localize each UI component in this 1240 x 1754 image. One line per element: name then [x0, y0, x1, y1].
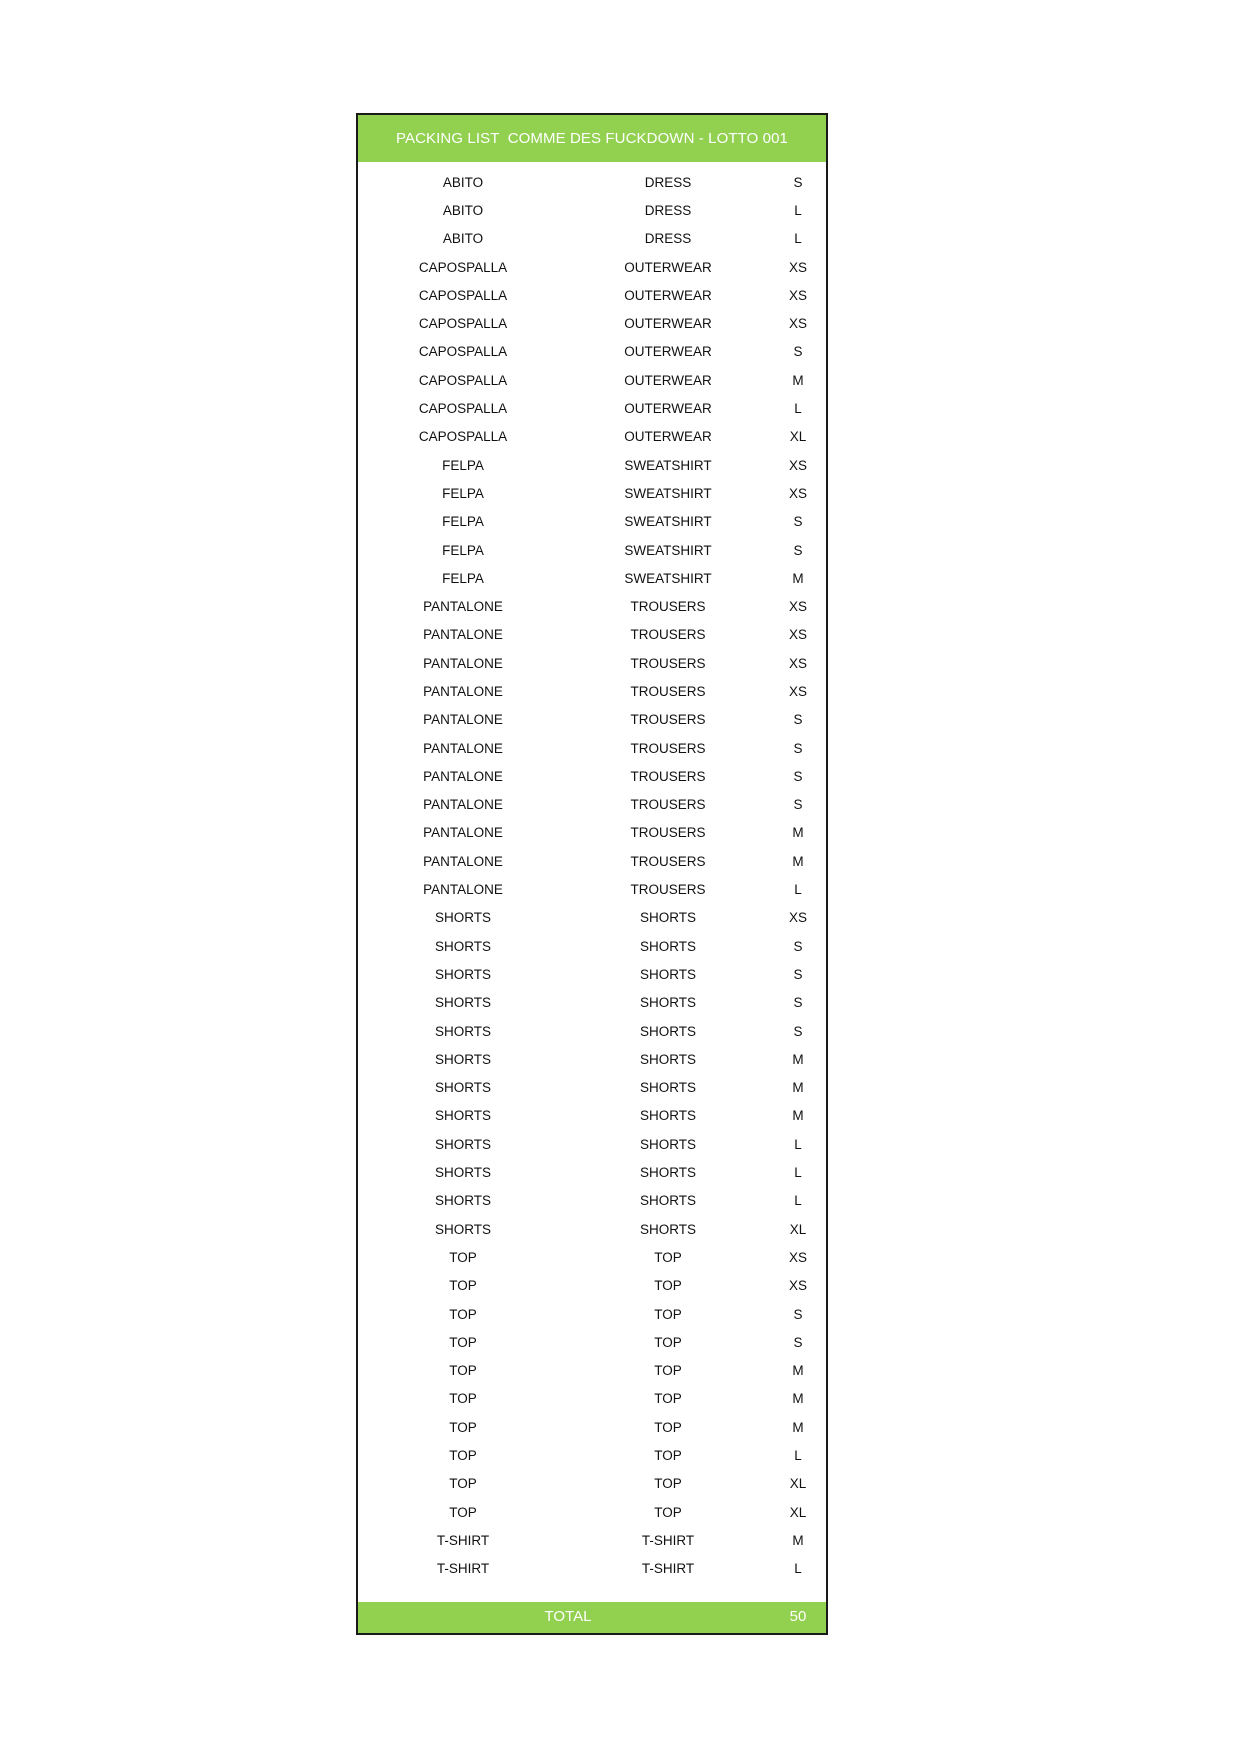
item-name-it: CAPOSPALLA	[418, 372, 508, 388]
item-name-en: SWEATSHIRT	[624, 485, 712, 501]
item-name-en: TOP	[654, 1476, 682, 1492]
item-size: XL	[789, 429, 807, 445]
item-size: XS	[788, 287, 807, 303]
item-name-en: TOP	[654, 1334, 682, 1350]
item-size: S	[793, 768, 803, 784]
item-name-en: TROUSERS	[630, 655, 706, 671]
item-name-it: PANTALONE	[423, 599, 503, 615]
item-name-it: CAPOSPALLA	[418, 344, 508, 360]
item-name-it: FELPA	[442, 457, 484, 473]
item-name-it: CAPOSPALLA	[418, 259, 508, 275]
item-name-en: TROUSERS	[630, 627, 706, 643]
item-size: M	[792, 1391, 804, 1407]
table-row	[358, 960, 826, 988]
item-name-en: TROUSERS	[630, 853, 706, 869]
table-row	[358, 338, 826, 366]
item-name-en: TROUSERS	[630, 599, 706, 615]
table-row	[358, 1470, 826, 1498]
item-name-it: SHORTS	[434, 1193, 491, 1209]
item-name-it: SHORTS	[434, 1108, 491, 1124]
item-size: S	[793, 995, 803, 1011]
table-row	[358, 1300, 826, 1328]
table-row	[358, 1215, 826, 1243]
item-name-it: SHORTS	[434, 1080, 491, 1096]
item-name-en: TROUSERS	[630, 825, 706, 841]
table-row	[358, 649, 826, 677]
table-row	[358, 1498, 826, 1526]
table-row	[358, 621, 826, 649]
packing-list-table	[356, 113, 828, 1635]
table-row	[358, 225, 826, 253]
table-row	[358, 819, 826, 847]
table-row	[358, 309, 826, 337]
item-name-it: PANTALONE	[423, 825, 503, 841]
item-name-en: T-SHIRT	[641, 1561, 695, 1577]
table-row	[358, 847, 826, 875]
table-row	[358, 423, 826, 451]
item-size: XS	[788, 485, 807, 501]
table-row	[358, 1074, 826, 1102]
item-name-en: SWEATSHIRT	[624, 514, 712, 530]
item-name-en: SWEATSHIRT	[624, 542, 712, 558]
item-size: M	[792, 1419, 804, 1435]
table-row	[358, 1356, 826, 1384]
table-row	[358, 706, 826, 734]
item-size: S	[793, 966, 803, 982]
item-size: L	[794, 1448, 802, 1463]
item-name-it: SHORTS	[434, 1136, 491, 1152]
item-size: XS	[788, 1278, 807, 1294]
item-name-en: OUTERWEAR	[624, 401, 712, 417]
item-name-en: SHORTS	[639, 1108, 696, 1124]
table-row	[358, 677, 826, 705]
item-name-it: ABITO	[442, 202, 484, 218]
table-row	[358, 1526, 826, 1554]
item-name-it: TOP	[449, 1476, 477, 1492]
item-name-en: DRESS	[644, 202, 692, 218]
item-size: M	[792, 1532, 804, 1548]
item-name-it: TOP	[449, 1419, 477, 1435]
item-name-en: TROUSERS	[630, 768, 706, 784]
table-row	[358, 196, 826, 224]
total-value: 50	[789, 1608, 807, 1625]
table-row	[358, 1413, 826, 1441]
item-name-en: TOP	[654, 1249, 682, 1265]
item-name-it: TOP	[449, 1504, 477, 1520]
item-name-en: TOP	[654, 1391, 682, 1407]
item-size: S	[793, 797, 803, 813]
item-name-en: OUTERWEAR	[624, 316, 712, 332]
table-title: PACKING LIST COMME DES FUCKDOWN - LOTTO 001	[358, 115, 826, 162]
table-row	[358, 762, 826, 790]
item-size: L	[794, 231, 802, 247]
item-name-en: SHORTS	[639, 995, 696, 1011]
item-name-en: OUTERWEAR	[624, 429, 712, 445]
item-size: M	[792, 570, 804, 586]
item-size: L	[794, 1561, 802, 1577]
item-size: S	[793, 1023, 803, 1039]
item-size: L	[794, 1136, 802, 1152]
table-row	[358, 734, 826, 762]
item-size: M	[792, 825, 804, 841]
item-name-it: PANTALONE	[423, 740, 503, 756]
item-name-en: SHORTS	[639, 1080, 696, 1096]
table-row	[358, 1130, 826, 1158]
table-row	[358, 564, 826, 592]
item-name-en: SHORTS	[639, 1221, 696, 1237]
table-row	[358, 366, 826, 394]
item-name-en: TOP	[654, 1278, 682, 1294]
item-size: XS	[788, 316, 807, 332]
item-name-it: TOP	[449, 1334, 477, 1350]
item-size: M	[792, 372, 804, 388]
item-size: XS	[788, 1249, 807, 1265]
table-row	[358, 1243, 826, 1271]
item-name-it: PANTALONE	[423, 853, 503, 869]
item-name-en: SHORTS	[639, 910, 696, 926]
item-name-en: SHORTS	[639, 1136, 696, 1152]
total-label: TOTAL	[544, 1608, 592, 1625]
item-name-en: SHORTS	[639, 938, 696, 954]
item-size: S	[793, 174, 803, 190]
item-name-it: FELPA	[442, 570, 484, 586]
item-name-it: CAPOSPALLA	[418, 316, 508, 332]
item-name-it: TOP	[449, 1363, 477, 1379]
table-row	[358, 508, 826, 536]
table-row	[358, 1158, 826, 1186]
item-name-en: TROUSERS	[630, 797, 706, 813]
item-name-en: SHORTS	[639, 1165, 696, 1181]
table-row	[358, 451, 826, 479]
item-name-it: SHORTS	[434, 938, 491, 954]
table-row	[358, 1328, 826, 1356]
item-size: XS	[788, 259, 807, 275]
table-row	[358, 1017, 826, 1045]
item-size: M	[792, 853, 804, 869]
item-name-en: OUTERWEAR	[624, 372, 712, 388]
item-name-it: SHORTS	[434, 1051, 491, 1067]
item-name-en: TOP	[654, 1504, 682, 1520]
item-name-en: TROUSERS	[630, 740, 706, 756]
item-size: XS	[788, 683, 807, 699]
item-name-it: SHORTS	[434, 966, 491, 982]
table-body	[358, 168, 826, 1583]
table-row	[358, 1187, 826, 1215]
item-name-it: PANTALONE	[423, 712, 503, 728]
item-size: S	[793, 938, 803, 954]
item-name-it: FELPA	[442, 485, 484, 501]
item-name-en: SHORTS	[639, 1193, 696, 1209]
table-row	[358, 253, 826, 281]
table-row	[358, 1555, 826, 1583]
item-name-it: TOP	[449, 1249, 477, 1265]
item-name-it: TOP	[449, 1448, 477, 1463]
item-size: L	[794, 882, 802, 898]
item-name-en: TOP	[654, 1448, 682, 1463]
item-size: XS	[788, 599, 807, 615]
table-row	[358, 168, 826, 196]
table-row	[358, 904, 826, 932]
total-row	[358, 1602, 826, 1633]
item-name-it: TOP	[449, 1391, 477, 1407]
item-size: XL	[789, 1504, 807, 1520]
item-size: S	[793, 514, 803, 530]
item-name-it: T-SHIRT	[436, 1561, 490, 1577]
item-name-it: SHORTS	[434, 1165, 491, 1181]
item-name-it: SHORTS	[434, 1023, 491, 1039]
table-row	[358, 1441, 826, 1469]
item-size: S	[793, 1306, 803, 1322]
item-name-en: TROUSERS	[630, 882, 706, 898]
table-row	[358, 1045, 826, 1073]
item-name-it: PANTALONE	[423, 882, 503, 898]
item-name-it: CAPOSPALLA	[418, 401, 508, 417]
table-row	[358, 989, 826, 1017]
item-size: M	[792, 1108, 804, 1124]
table-row	[358, 394, 826, 422]
table-row	[358, 791, 826, 819]
table-row	[358, 1385, 826, 1413]
item-name-en: TOP	[654, 1363, 682, 1379]
table-row	[358, 479, 826, 507]
item-size: M	[792, 1051, 804, 1067]
item-name-en: T-SHIRT	[641, 1532, 695, 1548]
item-size: XS	[788, 627, 807, 643]
table-row	[358, 1102, 826, 1130]
item-size: S	[793, 542, 803, 558]
item-name-en: SHORTS	[639, 966, 696, 982]
item-size: XS	[788, 655, 807, 671]
item-size: S	[793, 740, 803, 756]
item-size: XL	[789, 1476, 807, 1492]
table-row	[358, 281, 826, 309]
item-size: M	[792, 1080, 804, 1096]
item-name-en: TOP	[654, 1419, 682, 1435]
item-name-en: TOP	[654, 1306, 682, 1322]
table-row	[358, 875, 826, 903]
item-size: XS	[788, 457, 807, 473]
item-name-it: PANTALONE	[423, 627, 503, 643]
item-name-en: OUTERWEAR	[624, 259, 712, 275]
item-size: M	[792, 1363, 804, 1379]
item-name-en: DRESS	[644, 231, 692, 247]
item-name-en: SWEATSHIRT	[624, 570, 712, 586]
item-name-it: SHORTS	[434, 910, 491, 926]
item-size: L	[794, 401, 802, 417]
table-row	[358, 1272, 826, 1300]
item-name-it: PANTALONE	[423, 768, 503, 784]
item-name-it: FELPA	[442, 514, 484, 530]
item-name-it: TOP	[449, 1306, 477, 1322]
item-size: L	[794, 202, 802, 218]
item-name-it: FELPA	[442, 542, 484, 558]
item-size: L	[794, 1165, 802, 1181]
item-name-it: ABITO	[442, 174, 484, 190]
table-row	[358, 932, 826, 960]
item-name-en: SWEATSHIRT	[624, 457, 712, 473]
item-name-en: TROUSERS	[630, 683, 706, 699]
item-name-en: SHORTS	[639, 1023, 696, 1039]
item-name-it: T-SHIRT	[436, 1532, 490, 1548]
item-name-it: CAPOSPALLA	[418, 287, 508, 303]
item-size: S	[793, 344, 803, 360]
item-name-en: DRESS	[644, 174, 692, 190]
item-name-it: PANTALONE	[423, 683, 503, 699]
item-size: L	[794, 1193, 802, 1209]
item-name-en: OUTERWEAR	[624, 344, 712, 360]
item-name-en: SHORTS	[639, 1051, 696, 1067]
item-size: XL	[789, 1221, 807, 1237]
item-name-en: OUTERWEAR	[624, 287, 712, 303]
item-name-it: CAPOSPALLA	[418, 429, 508, 445]
item-name-it: TOP	[449, 1278, 477, 1294]
item-size: XS	[788, 910, 807, 926]
item-name-it: SHORTS	[434, 1221, 491, 1237]
item-name-it: SHORTS	[434, 995, 491, 1011]
item-size: S	[793, 1334, 803, 1350]
item-name-it: PANTALONE	[423, 655, 503, 671]
item-name-it: PANTALONE	[423, 797, 503, 813]
item-name-it: ABITO	[442, 231, 484, 247]
item-name-en: TROUSERS	[630, 712, 706, 728]
table-row	[358, 592, 826, 620]
table-row	[358, 536, 826, 564]
item-size: S	[793, 712, 803, 728]
